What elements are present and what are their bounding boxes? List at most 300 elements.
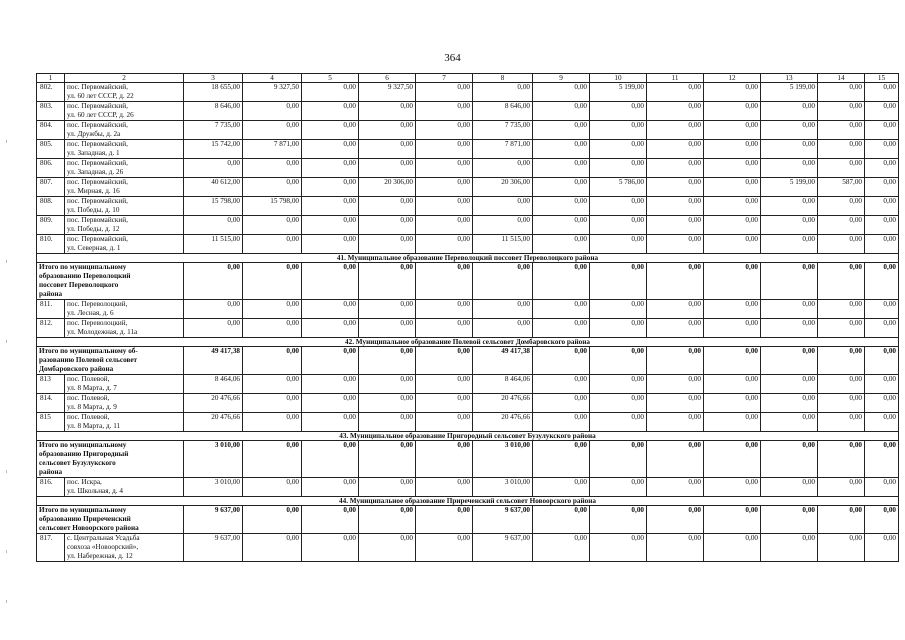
value-cell: 8 464,06: [184, 375, 243, 394]
value-cell: 0,00: [243, 263, 302, 300]
value-cell: 0,00: [704, 159, 761, 178]
value-cell: 0,00: [473, 159, 533, 178]
value-cell: 0,00: [533, 235, 590, 254]
section-header-row: [37, 497, 899, 506]
value-cell: 0,00: [590, 347, 647, 375]
value-cell: 0,00: [761, 159, 818, 178]
value-cell: 0,00: [818, 159, 865, 178]
value-cell: 0,00: [818, 375, 865, 394]
value-cell: 0,00: [302, 121, 359, 140]
total-label-line: Итого по муниципальному: [39, 441, 127, 449]
value-cell: 0,00: [416, 140, 473, 159]
value-cell: 0,00: [818, 197, 865, 216]
total-label-line: района: [39, 468, 63, 476]
value-cell: 0,00: [243, 347, 302, 375]
value-cell: 0,00: [590, 216, 647, 235]
value-cell: 0,00: [818, 478, 865, 497]
value-cell: 0,00: [647, 394, 704, 413]
value-cell: 0,00: [243, 178, 302, 197]
address-line: ул. 8 Марта, д. 7: [67, 384, 117, 392]
value-cell: 0,00: [184, 300, 243, 319]
total-label-line: образованию Переволоцкий: [39, 272, 131, 280]
value-cell: 0,00: [302, 375, 359, 394]
value-cell: 0,00: [761, 375, 818, 394]
value-cell: 0,00: [590, 506, 647, 534]
address-line: ул. Победы, д. 10: [67, 206, 120, 214]
scan-mark: [6, 550, 7, 553]
value-cell: 0,00: [533, 197, 590, 216]
address-cell: [65, 413, 184, 432]
value-cell: 0,00: [416, 216, 473, 235]
value-cell: 0,00: [184, 319, 243, 338]
address-line: ул. Набережная, д. 12: [67, 552, 133, 560]
address-line: пос. Первомайский,: [67, 235, 128, 243]
value-cell: 0,00: [590, 413, 647, 432]
value-cell: 0,00: [533, 441, 590, 478]
value-cell: 0,00: [590, 263, 647, 300]
value-cell: 0,00: [647, 235, 704, 254]
value-cell: 0,00: [865, 506, 899, 534]
value-cell: 0,00: [243, 300, 302, 319]
value-cell: 0,00: [533, 478, 590, 497]
value-cell: 0,00: [865, 534, 899, 562]
column-header: 6: [359, 74, 416, 83]
column-number-row: [37, 74, 899, 83]
value-cell: 0,00: [865, 300, 899, 319]
value-cell: 0,00: [704, 235, 761, 254]
value-cell: 0,00: [302, 394, 359, 413]
value-cell: 5 199,00: [761, 178, 818, 197]
value-cell: 0,00: [473, 83, 533, 102]
total-label-line: образованию Пригородный: [39, 450, 129, 458]
row-number: 807.: [37, 178, 65, 197]
value-cell: 3 010,00: [184, 441, 243, 478]
value-cell: 0,00: [243, 413, 302, 432]
address-line: с. Центральная Усадьба: [67, 534, 140, 542]
address-line: ул. Северная, д. 1: [67, 244, 121, 252]
row-number: 815: [37, 413, 65, 432]
value-cell: 0,00: [416, 300, 473, 319]
value-cell: 0,00: [818, 413, 865, 432]
value-cell: 0,00: [533, 506, 590, 534]
scan-mark: [6, 140, 7, 143]
table-row: [37, 83, 899, 102]
address-line: пос. Переволоцкий,: [67, 319, 128, 327]
value-cell: 0,00: [865, 197, 899, 216]
value-cell: 3 010,00: [184, 478, 243, 497]
total-label-line: поссовет Переволоцкого: [39, 281, 119, 289]
value-cell: 0,00: [761, 413, 818, 432]
value-cell: 0,00: [302, 478, 359, 497]
value-cell: 20 476,66: [473, 394, 533, 413]
table-row: [37, 178, 899, 197]
value-cell: 0,00: [416, 263, 473, 300]
address-line: ул. Школьная, д. 4: [67, 487, 123, 495]
value-cell: 5 199,00: [590, 83, 647, 102]
row-number: 806.: [37, 159, 65, 178]
address-cell: [65, 478, 184, 497]
value-cell: 0,00: [704, 216, 761, 235]
scan-mark: [6, 470, 7, 473]
value-cell: 11 515,00: [184, 235, 243, 254]
total-row: [37, 506, 899, 534]
value-cell: 0,00: [704, 121, 761, 140]
row-number: 802.: [37, 83, 65, 102]
total-label: [37, 263, 184, 300]
value-cell: 0,00: [704, 375, 761, 394]
total-label: [37, 441, 184, 478]
value-cell: 0,00: [359, 441, 416, 478]
value-cell: 0,00: [359, 216, 416, 235]
address-line: пос. Переволоцкий,: [67, 300, 128, 308]
value-cell: 0,00: [818, 216, 865, 235]
value-cell: 0,00: [359, 102, 416, 121]
value-cell: 0,00: [533, 394, 590, 413]
address-line: ул. Западная, д. 26: [67, 168, 124, 176]
value-cell: 0,00: [302, 83, 359, 102]
value-cell: 0,00: [533, 83, 590, 102]
column-header: 11: [647, 74, 704, 83]
table-row: [37, 413, 899, 432]
row-number: 803.: [37, 102, 65, 121]
address-line: пос. Первомайский,: [67, 102, 128, 110]
value-cell: 0,00: [590, 319, 647, 338]
address-line: совхоза «Новоорский»,: [67, 543, 139, 551]
value-cell: 0,00: [590, 121, 647, 140]
value-cell: 0,00: [704, 319, 761, 338]
value-cell: 0,00: [302, 102, 359, 121]
value-cell: 0,00: [761, 121, 818, 140]
value-cell: 3 010,00: [473, 441, 533, 478]
row-number: 811.: [37, 300, 65, 319]
value-cell: 0,00: [302, 263, 359, 300]
value-cell: 0,00: [243, 534, 302, 562]
value-cell: 40 612,00: [184, 178, 243, 197]
value-cell: 0,00: [533, 140, 590, 159]
address-line: пос. Полевой,: [67, 413, 110, 421]
address-cell: [65, 83, 184, 102]
value-cell: 0,00: [590, 197, 647, 216]
scan-mark: [6, 340, 7, 343]
table-row: [37, 235, 899, 254]
address-line: ул. Лесная, д. 6: [67, 309, 114, 317]
value-cell: 0,00: [647, 506, 704, 534]
value-cell: 0,00: [302, 441, 359, 478]
value-cell: 0,00: [704, 394, 761, 413]
column-header: 4: [243, 74, 302, 83]
value-cell: 0,00: [359, 506, 416, 534]
value-cell: 0,00: [865, 159, 899, 178]
value-cell: 0,00: [590, 478, 647, 497]
value-cell: 0,00: [533, 347, 590, 375]
value-cell: 0,00: [416, 394, 473, 413]
value-cell: 0,00: [865, 102, 899, 121]
value-cell: 49 417,38: [184, 347, 243, 375]
section-title: 44. Муниципальное образование Приреченский сельсовет Новоорского района: [37, 497, 899, 506]
value-cell: 20 476,66: [473, 413, 533, 432]
address-cell: [65, 319, 184, 338]
address-cell: [65, 102, 184, 121]
column-header: 5: [302, 74, 359, 83]
row-number: 813: [37, 375, 65, 394]
value-cell: 0,00: [704, 140, 761, 159]
value-cell: 0,00: [416, 319, 473, 338]
address-line: пос. Полевой,: [67, 375, 110, 383]
value-cell: 0,00: [704, 478, 761, 497]
table-row: [37, 121, 899, 140]
value-cell: 0,00: [761, 394, 818, 413]
value-cell: 0,00: [865, 83, 899, 102]
column-header: 15: [865, 74, 899, 83]
value-cell: 0,00: [590, 140, 647, 159]
address-line: пос. Полевой,: [67, 394, 110, 402]
total-label-line: сельсовет Бузулукского: [39, 459, 116, 467]
address-line: ул. Западная, д. 1: [67, 149, 120, 157]
value-cell: 0,00: [865, 478, 899, 497]
address-cell: [65, 300, 184, 319]
section-header-row: [37, 254, 899, 263]
total-label-line: образованию Приреченский: [39, 515, 131, 523]
address-cell: [65, 534, 184, 562]
value-cell: 0,00: [704, 300, 761, 319]
column-header: 12: [704, 74, 761, 83]
value-cell: 15 798,00: [243, 197, 302, 216]
value-cell: 0,00: [647, 83, 704, 102]
value-cell: 18 655,00: [184, 83, 243, 102]
value-cell: 0,00: [647, 178, 704, 197]
value-cell: 0,00: [761, 300, 818, 319]
value-cell: 0,00: [704, 102, 761, 121]
value-cell: 0,00: [184, 216, 243, 235]
value-cell: 0,00: [359, 394, 416, 413]
scan-edge-marks: [6, 140, 8, 610]
table-row: [37, 319, 899, 338]
value-cell: 0,00: [590, 534, 647, 562]
value-cell: 0,00: [647, 159, 704, 178]
address-line: пос. Первомайский,: [67, 178, 128, 186]
value-cell: 0,00: [590, 300, 647, 319]
value-cell: 0,00: [243, 506, 302, 534]
value-cell: 0,00: [647, 478, 704, 497]
value-cell: 0,00: [865, 140, 899, 159]
row-number: 804.: [37, 121, 65, 140]
value-cell: 9 637,00: [184, 534, 243, 562]
value-cell: 0,00: [243, 441, 302, 478]
value-cell: 0,00: [416, 121, 473, 140]
value-cell: 0,00: [533, 216, 590, 235]
value-cell: 5 786,00: [590, 178, 647, 197]
value-cell: 0,00: [302, 140, 359, 159]
address-cell: [65, 140, 184, 159]
value-cell: 9 637,00: [184, 506, 243, 534]
value-cell: 0,00: [647, 121, 704, 140]
value-cell: 0,00: [416, 83, 473, 102]
value-cell: 0,00: [416, 506, 473, 534]
value-cell: 0,00: [818, 347, 865, 375]
value-cell: 0,00: [533, 102, 590, 121]
value-cell: 3 010,00: [473, 478, 533, 497]
column-header: 13: [761, 74, 818, 83]
value-cell: 0,00: [416, 197, 473, 216]
scan-mark: [6, 600, 7, 603]
value-cell: 0,00: [590, 235, 647, 254]
total-label-line: сельсовет Новоорского района: [39, 524, 139, 532]
value-cell: 7 735,00: [184, 121, 243, 140]
address-line: ул. 60 лет СССР, д. 26: [67, 111, 134, 119]
value-cell: 0,00: [416, 102, 473, 121]
value-cell: 0,00: [302, 235, 359, 254]
value-cell: 0,00: [416, 178, 473, 197]
value-cell: 0,00: [865, 178, 899, 197]
total-label: [37, 506, 184, 534]
value-cell: 0,00: [865, 121, 899, 140]
total-label-line: Итого по муниципальному: [39, 263, 127, 271]
value-cell: 0,00: [704, 506, 761, 534]
value-cell: 0,00: [359, 300, 416, 319]
value-cell: 0,00: [647, 197, 704, 216]
address-line: ул. Победы, д. 12: [67, 225, 120, 233]
page-number: 364: [444, 52, 461, 64]
total-label-line: района: [39, 290, 63, 298]
value-cell: 0,00: [416, 534, 473, 562]
table-row: [37, 159, 899, 178]
address-cell: [65, 197, 184, 216]
address-line: ул. Молодежная, д. 11а: [67, 328, 138, 336]
total-row: [37, 441, 899, 478]
value-cell: 0,00: [416, 235, 473, 254]
value-cell: 0,00: [416, 159, 473, 178]
value-cell: 0,00: [302, 300, 359, 319]
value-cell: 0,00: [302, 506, 359, 534]
value-cell: 0,00: [416, 441, 473, 478]
value-cell: 0,00: [761, 197, 818, 216]
total-label: [37, 347, 184, 375]
value-cell: 0,00: [647, 347, 704, 375]
section-title: 43. Муниципальное образование Пригородный сельсовет Бузулукского района: [37, 432, 899, 441]
value-cell: 0,00: [818, 83, 865, 102]
value-cell: 11 515,00: [473, 235, 533, 254]
value-cell: 0,00: [243, 478, 302, 497]
value-cell: 0,00: [704, 197, 761, 216]
total-label-line: Итого по муниципальному об-: [39, 347, 138, 355]
column-header: 8: [473, 74, 533, 83]
value-cell: 0,00: [243, 102, 302, 121]
value-cell: 0,00: [302, 197, 359, 216]
value-cell: 0,00: [473, 319, 533, 338]
value-cell: 587,00: [818, 178, 865, 197]
value-cell: 0,00: [647, 375, 704, 394]
row-number: 812.: [37, 319, 65, 338]
column-header: 3: [184, 74, 243, 83]
row-number: 814.: [37, 394, 65, 413]
value-cell: 0,00: [533, 121, 590, 140]
value-cell: 0,00: [865, 413, 899, 432]
section-header-row: [37, 338, 899, 347]
table-row: [37, 300, 899, 319]
value-cell: 8 464,06: [473, 375, 533, 394]
value-cell: 0,00: [704, 83, 761, 102]
section-header-row: [37, 432, 899, 441]
value-cell: 0,00: [533, 413, 590, 432]
value-cell: 0,00: [590, 102, 647, 121]
value-cell: 0,00: [818, 534, 865, 562]
value-cell: 0,00: [590, 375, 647, 394]
value-cell: 0,00: [359, 121, 416, 140]
value-cell: 0,00: [865, 263, 899, 300]
value-cell: 0,00: [359, 235, 416, 254]
value-cell: 0,00: [761, 478, 818, 497]
address-line: пос. Первомайский,: [67, 140, 128, 148]
value-cell: 0,00: [818, 394, 865, 413]
value-cell: 0,00: [761, 216, 818, 235]
register-table: [36, 73, 899, 562]
address-cell: [65, 159, 184, 178]
value-cell: 9 327,50: [243, 83, 302, 102]
value-cell: 0,00: [818, 300, 865, 319]
value-cell: 9 327,50: [359, 83, 416, 102]
value-cell: 0,00: [647, 534, 704, 562]
value-cell: 0,00: [647, 263, 704, 300]
value-cell: 0,00: [704, 441, 761, 478]
table-row: [37, 140, 899, 159]
row-number: 810.: [37, 235, 65, 254]
value-cell: 0,00: [818, 121, 865, 140]
value-cell: 9 637,00: [473, 534, 533, 562]
value-cell: 0,00: [359, 375, 416, 394]
value-cell: 0,00: [761, 347, 818, 375]
row-number: 817.: [37, 534, 65, 562]
value-cell: 0,00: [704, 347, 761, 375]
value-cell: 0,00: [647, 441, 704, 478]
value-cell: 15 742,00: [184, 140, 243, 159]
value-cell: 0,00: [302, 534, 359, 562]
column-header: 1: [37, 74, 65, 83]
value-cell: 0,00: [359, 347, 416, 375]
value-cell: 0,00: [359, 197, 416, 216]
address-line: ул. Мирная, д. 16: [67, 187, 120, 195]
value-cell: 8 646,00: [473, 102, 533, 121]
value-cell: 0,00: [761, 140, 818, 159]
value-cell: 0,00: [647, 300, 704, 319]
value-cell: 0,00: [647, 413, 704, 432]
value-cell: 0,00: [865, 216, 899, 235]
value-cell: 0,00: [533, 319, 590, 338]
value-cell: 0,00: [533, 375, 590, 394]
section-title: 41. Муниципальное образование Переволоцкий поссовет Переволоцкого района: [37, 254, 899, 263]
value-cell: 0,00: [243, 159, 302, 178]
table-row: [37, 216, 899, 235]
value-cell: 7 871,00: [473, 140, 533, 159]
value-cell: 0,00: [647, 216, 704, 235]
table-row: [37, 534, 899, 562]
address-cell: [65, 235, 184, 254]
value-cell: 0,00: [704, 263, 761, 300]
address-line: ул. 8 Марта, д. 11: [67, 422, 121, 430]
address-line: ул. Дружбы, д. 2а: [67, 130, 121, 138]
column-header: 9: [533, 74, 590, 83]
value-cell: 0,00: [359, 263, 416, 300]
value-cell: 0,00: [359, 319, 416, 338]
value-cell: 0,00: [243, 235, 302, 254]
value-cell: 0,00: [533, 534, 590, 562]
value-cell: 0,00: [865, 394, 899, 413]
value-cell: 0,00: [302, 319, 359, 338]
table-row: [37, 394, 899, 413]
value-cell: 0,00: [704, 178, 761, 197]
value-cell: 0,00: [761, 235, 818, 254]
row-number: 816.: [37, 478, 65, 497]
value-cell: 0,00: [590, 441, 647, 478]
